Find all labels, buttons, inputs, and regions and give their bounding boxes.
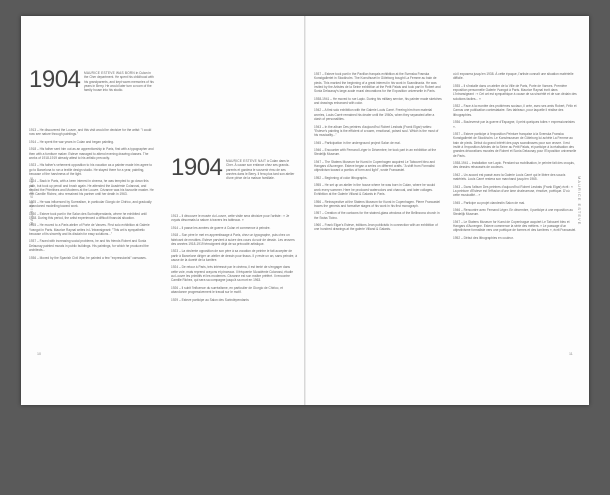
- timeline-entry: 1935 – Il s'installe dans un atelier de la Ville de Paris, Porte de Vanves. Première exposition personnelle Galerie Yvangot à Paris. Maurice Raynal écrit dans L'Intransigeant : « Cet art est sympathique à cause de sa sincérité et de son dédain des solutions faciles... »: [453, 83, 577, 101]
- timeline-entry: 1913 – He discovered the Louvre, and this visit would be decisive for the artist: "I could now see nature through paintings.": [29, 128, 152, 137]
- timeline-entry: où il exposera jusqu'en 1938. À cette époque, l'artiste connaît une situation matérielle difficile.: [453, 72, 574, 81]
- timeline-entry: 1955 – He set up an atelier in the house where he was born in Culan, where he would work every summer. Here he produced watercolors and charcoal, and later collages. Exhibition at the Galerie Villand & Galanis in Paris.: [314, 183, 436, 197]
- timeline-entry: 1918 – Son père le met en apprentissage à Paris, chez un typographe, puis chez un fabricant de meubles. Esteve parvient à suivre des cours du soir de dessin. Les œuvres des années 1918-1919 témoignent déjà de sa précocité artistique.: [171, 233, 295, 246]
- timeline-entry: 1957 – Creation of the cartoons for the stained-glass windows of the Bellinzona church in the Swiss Ticino.: [314, 211, 440, 220]
- left-folio: 10: [37, 352, 41, 356]
- timeline-entry: 1947 – Le Statens Museum for Kunst de Copenhague acquiert Le Tabouret bleu et Hangars d'Auvergne. Esteve commence la série des métiers. « Le passage d'un objectivisme formaliste vers une poétique de formes et des lumières », écrit Francastel.: [453, 219, 577, 233]
- book-spread: [21, 16, 589, 405]
- right-french-column: [453, 72, 577, 243]
- left-inner-intro-text: à Culan dans le Cher. À cause son enfance chez ses grands-parents et gardera le souvenir ému de ses années dans le Berry. Il fera plus tard son atelier d'une pièce de la maison familiale.: [226, 159, 295, 181]
- timeline-entry: 1914 – He spent the war years in Culan and began painting.: [29, 139, 114, 144]
- left-english-column: [29, 128, 155, 263]
- timeline-entry: 1923 – La virulente opposition de son père à sa vocation de peintre le fait accepter de partir à Barcelone diriger un atelier de dessin pour tissus. Il y reste un an, sans peindre, à cause de la dureté de la lumière.: [171, 249, 297, 262]
- left-intro: [84, 71, 154, 92]
- timeline-entry: 1914 – Il passe les années de guerre à Culan et commence à peindre.: [171, 225, 271, 230]
- timeline-entry: 1924 – Back in Paris, with a keen interest in cinema, he was tempted to go down this path, but took up pencil and brush again. He attended the Académie Colarossi, and studied the Primitives and Moderns at the Louvre. Cézanne was his favourite master. He met Camille Richez, who remained his partner until her death in 1963.: [29, 179, 154, 197]
- timeline-entry: 1913 – Il découvre le musée du Louvre, cette visite sera décisive pour l'artiste : « Je voyais désormais la nature à travers les tableaux. »: [171, 214, 290, 223]
- timeline-entry: 1946 – Encounter with Fernand Léger in Décembre; he took part in an exhibition at the Stedelijk Museum.: [314, 148, 437, 157]
- timeline-entry: 1926 – Il subit l'influence du surréalisme, en particulier de Giorgio de Chirico, et abandonne progressivement le travail sur le motif.: [171, 285, 283, 295]
- left-inner-intro-caps: MAURICE ESTEVE NAIT: [226, 159, 267, 163]
- timeline-entry: 1947 – The Statens Museum for Kunst in Copenhagen acquired Le Tabouret bleu and Hangars d'Auvergne. Esteve began a series on different crafts. "A shift from Formalist objectivism toward a poetics of form and light", wrote Francastel.: [314, 159, 435, 173]
- timeline-entry: 1932 – Face à la montée des problèmes sociaux, il crée, avec ses amis Robert, Félix et Camus une publication contestataire. Ses tableaux, pour laquelle il réalise des lithographies.: [453, 104, 577, 117]
- timeline-entry: 1938-1941 – Installation rue Lapic. Pendant sa mobilisation, le peintre fait des croquis, des dessins rehaussés de couleurs.: [453, 160, 575, 170]
- timeline-entry: 1942 – Un accord est passé avec la Galerie Louis Carré qui le libère des soucis matériels. Louis Carré restera son marchand jusqu'en 1965.: [453, 172, 566, 182]
- timeline-entry: 1929 – Esteve participe au Salon des Surindépendants: [171, 297, 249, 302]
- timeline-entry: 1936 – Moved by the Spanish Civil War, he painted a few "expressionist" canvases.: [29, 255, 147, 260]
- timeline-entry: 1930 – Esteve took part in the Salon des Surindépendants, where he exhibited until 1938. During this period, the artist experienced a difficult financial situation.: [29, 211, 147, 220]
- timeline-entry: 1937 – Faced with increasing social problems, he and his friends Robert and Sonia Delaunay painted murals in public buildings. His paintings, for which he produced the architects...: [29, 239, 149, 253]
- left-inner-year-heading: 1904: [171, 154, 223, 181]
- timeline-entry: 1942 – A first solo exhibition with the Galerie Louis Carré. Freeing him from material worries, Louis Carré remained his dealer until the 1960s, when they separated after a clash of personalities.: [314, 108, 435, 122]
- timeline-entry: 1943 – Dans l'album Des peintres d'aujourd'hui Robert Lesbats (Frank Elgar) écrit : « La peinture d'Esteve est l'effusion d'une âme chaleureuse, émotive, poétique. D'où cette musicalité... »: [453, 184, 573, 198]
- timeline-entry: 1935 – He moved to a Paris atelier of Porte de Vanves. First solo exhibition at Galerie Yvangot in Paris. Maurice Raynal writes in L'Intransigeant: "This art is sympathetic because of its sincerity and its disdain for easy solutions...": [29, 223, 150, 236]
- timeline-entry: 1925 – He was influenced by Surrealism, in particular Giorgio de Chirico, and gradually abandoned modelling toward work.: [29, 199, 152, 209]
- left-french-column: [171, 214, 297, 305]
- right-english-column: [314, 72, 442, 235]
- timeline-entry: 1945 – Participe au projet clandestin Salon de mai.: [453, 200, 525, 205]
- timeline-entry: 1938-1941 – He moved to rue Lapic. During his military service, his painter made sketches and drawings enhanced with color.: [314, 96, 442, 105]
- timeline-entry: 1937 – Esteve took part in the Pavillon français exhibition at the Svenska Franska Konstgalleriet in Stockholm. The Konsthuset in Göteborg bought La Femme au bain de pieds. This marked the beginning of a great interest in his work in Scandinavia. He was invited by the Artistes de la Seine exhibition at the Petit Palais and took part in Robert and Sonia Delaunay's large-scale mural decorations for the Exposition universelle in Paris.: [314, 72, 441, 94]
- timeline-entry: 1956 – Retrospective at the Statens Museum for Kunst in Copenhagen. Pierre Francastel traces the genesis and formative stages of his work in his first monograph.: [314, 199, 440, 208]
- timeline-entry: 1936 – Bouleversé par la guerre d'Espagne, il peint quelques toiles « expressionnistes ».: [453, 120, 575, 129]
- left-year-heading: 1904: [29, 66, 81, 93]
- left-intro-text: in Culan in the Cher department. He spent his childhood with his grandparents, and kept warm memories of his years in Berry. He would later turn a room of the family house into his studio.: [84, 71, 154, 93]
- timeline-entry: 1946 – Rencontre avec Fernand Léger. En décembre, il participe à une exposition au Stedelijk Museum.: [453, 208, 573, 217]
- timeline-entry: 1937 – Esteve participe à l'exposition Peinture française à la Svenska Franska Konstgalleriet de Stockholm. Le Konstmuseum de Göteborg lui achète La Femme au bain de pieds. Début du grand intérêt des pays scandinaves pour son œuvre. Il est invité à l'exposition Artistes de la Seine au Petit Palais, et participe à la réalisation des grandes décorations murales de Robert et Sonia Delaunay pour l'Exposition universelle de Paris.: [453, 132, 577, 158]
- right-running-head: MAURICE ESTEVE: [577, 176, 582, 226]
- timeline-entry: 1960 – Frank Elgar's Esteve, éditions Jean publicistic in connection with an exhibition of one hundred drawings at the galerie Villand & Galanis.: [314, 223, 438, 232]
- left-running-head: MAURICE ESTEVE: [29, 176, 34, 226]
- timeline-entry: 1943 – In the album Des peintres d'aujourd'hui Robert Lesbats (Frank Elgar) writes: "Esteve's painting is the efficient of a warm, emotional, poised soul. Which is the most of his musicality...": [314, 124, 439, 138]
- book-gutter: [304, 16, 306, 405]
- timeline-entry: 1918 – His father sent him out as an apprenticeship in Paris, first with a typographer and then with a furniture maker. Esteve managed to attend evening drawing classes. The works of 1918-1919 already attest to his artistic precocity.: [29, 147, 154, 160]
- timeline-entry: 1924 – De retour à Paris, très intéressé par le cinéma, il est tenté de s'engager dans cette voie, mais reprend crayons et pinceaux. Il fréquente l'Académie Colarossi, étudie au Louvre les primitifs et les modernes. Cézanne est son maître préféré. Il rencontre Camille Richez, qui sera sa compagne jusqu'à sa mort en 1963.: [171, 265, 293, 283]
- timeline-entry: 1923 – His father's vehement opposition to his vocation as a painter made him agree to go to Barcelona to run a textile design studio. He stayed there for a year, painting, because of the harshness of the light.: [29, 163, 153, 176]
- timeline-entry: 1952 – Début des lithographies en couleur.: [453, 235, 514, 240]
- timeline-entry: 1945 – Participation in the underground project Salon de mai.: [314, 140, 401, 145]
- left-inner-intro: [226, 159, 296, 180]
- left-intro-caps: MAURICE ESTEVE WAS BORN: [84, 71, 135, 75]
- timeline-entry: 1952 – Beginning of color lithographs.: [314, 175, 368, 180]
- right-folio: 11: [569, 352, 573, 356]
